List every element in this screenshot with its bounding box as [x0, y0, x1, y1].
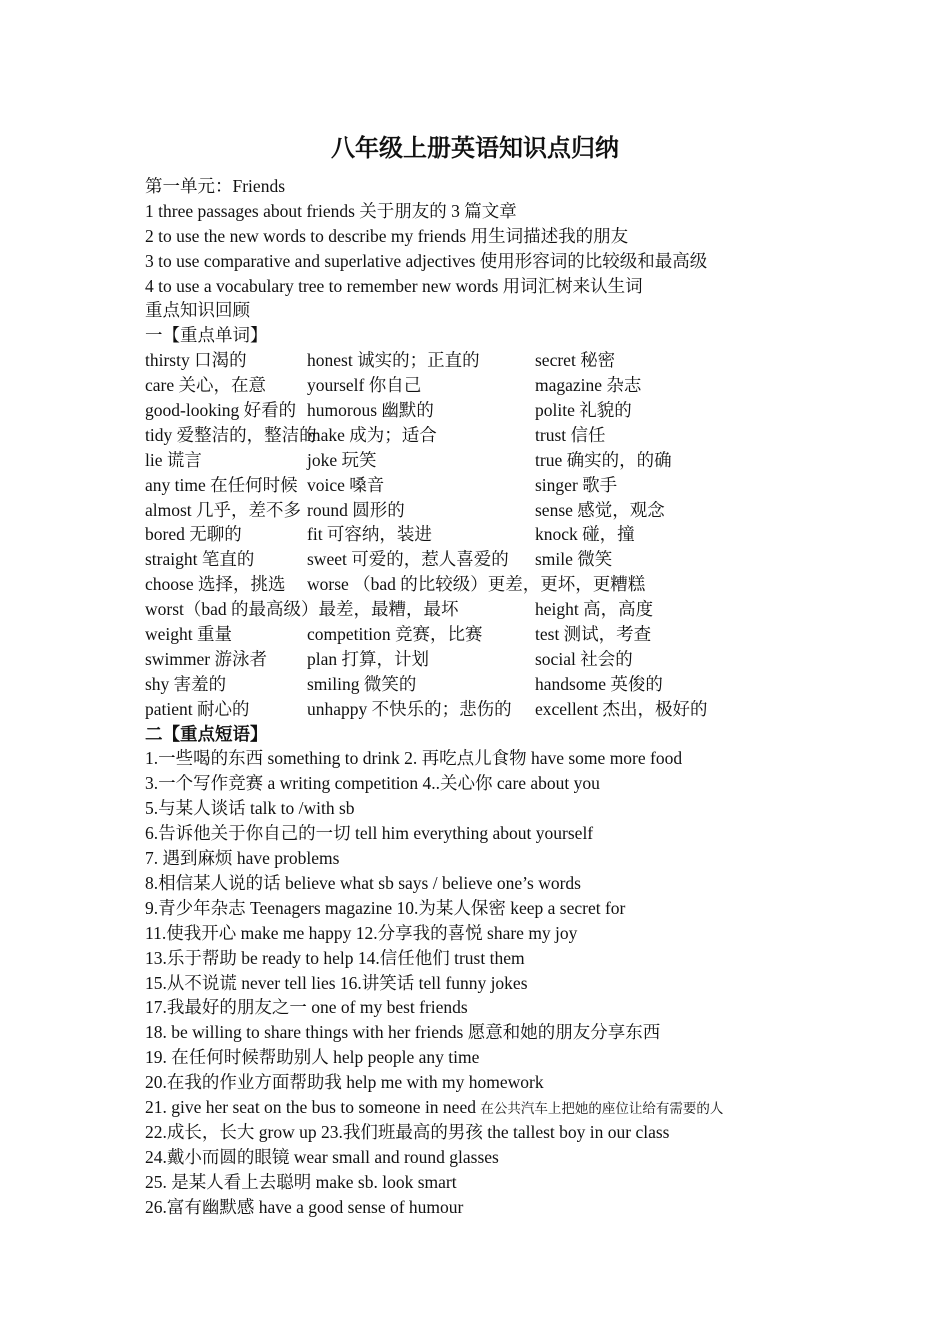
vocab-entry: worst（bad 的最高级）最差，最糟，最坏	[145, 599, 459, 620]
vocab-entry: worse （bad 的比较级）更差，更坏，更糟糕	[307, 574, 646, 595]
phrase-line: 25. 是某人看上去聪明 make sb. look smart	[145, 1171, 457, 1192]
vocab-entry: knock 碰，撞	[535, 524, 635, 545]
vocab-entry: swimmer 游泳者	[145, 648, 268, 669]
vocab-entry: smiling 微笑的	[307, 673, 417, 694]
phrase-line: 7. 遇到麻烦 have problems	[145, 848, 340, 869]
vocab-row	[145, 522, 925, 547]
vocab-row	[145, 473, 925, 498]
vocab-entry: make 成为；适合	[307, 424, 437, 445]
vocab-entry: social 社会的	[535, 648, 633, 669]
goal-line: 2 to use the new words to describe my friends 用生词描述我的朋友	[145, 225, 629, 246]
vocab-entry: fit 可容纳，装进	[307, 524, 432, 545]
vocab-entry: tidy 爱整洁的，整洁的	[145, 424, 317, 445]
phrase-line: 15.从不说谎 never tell lies 16.讲笑话 tell funny jokes	[145, 972, 528, 993]
phrase-21-translation: 在公共汽车上把她的座位让给有需要的人	[480, 1100, 724, 1116]
review-heading: 重点知识回顾	[145, 300, 250, 321]
vocab-heading: 一【重点单词】	[145, 325, 268, 346]
phrase-line: 5.与某人谈话 talk to /with sb	[145, 798, 355, 819]
vocab-row	[145, 398, 925, 423]
phrase-line: 3.一个写作竞赛 a writing competition 4..关心你 care about you	[145, 773, 600, 794]
phrase-line: 13.乐于帮助 be ready to help 14.信任他们 trust them	[145, 947, 525, 968]
vocab-entry: straight 笔直的	[145, 549, 255, 570]
vocab-entry: choose 选择，挑选	[145, 574, 286, 595]
vocab-entry: singer 歌手	[535, 474, 618, 495]
vocab-entry: care 关心，在意	[145, 375, 267, 396]
vocab-row	[145, 547, 925, 572]
vocab-entry: sweet 可爱的，惹人喜爱的	[307, 549, 509, 570]
vocab-entry: shy 害羞的	[145, 673, 227, 694]
phrase-line-21	[145, 1095, 925, 1120]
phrase-21-text: 21. give her seat on the bus to someone in need	[145, 1096, 481, 1117]
phrase-line: 22.成长，长大 grow up 23.我们班最高的男孩 the tallest boy in our class	[145, 1121, 670, 1142]
vocab-entry: yourself 你自己	[307, 375, 422, 396]
goal-line: 3 to use comparative and superlative adjectives 使用形容词的比较级和最高级	[145, 250, 708, 271]
goal-line: 4 to use a vocabulary tree to remember new words 用词汇树来认生词	[145, 275, 643, 296]
vocab-row	[145, 448, 925, 473]
vocab-entry: competition 竞赛，比赛	[307, 624, 483, 645]
vocab-entry: polite 礼貌的	[535, 400, 632, 421]
vocab-entry: humorous 幽默的	[307, 400, 434, 421]
vocab-row	[145, 697, 925, 722]
vocab-list	[145, 348, 925, 721]
vocab-entry: unhappy 不快乐的；悲伤的	[307, 698, 512, 719]
vocab-entry: weight 重量	[145, 624, 233, 645]
phrase-line: 24.戴小而圆的眼镜 wear small and round glasses	[145, 1146, 499, 1167]
vocab-entry: patient 耐心的	[145, 698, 250, 719]
vocab-entry: good-looking 好看的	[145, 400, 297, 421]
vocab-entry: plan 打算，计划	[307, 648, 430, 669]
vocab-entry: round 圆形的	[307, 499, 405, 520]
phrase-line: 17.我最好的朋友之一 one of my best friends	[145, 997, 468, 1018]
vocab-entry: voice 嗓音	[307, 474, 385, 495]
phrase-heading: 二【重点短语】	[145, 723, 268, 744]
vocab-entry: handsome 英俊的	[535, 673, 663, 694]
vocab-entry: trust 信任	[535, 424, 606, 445]
vocab-entry: magazine 杂志	[535, 375, 642, 396]
phrase-line: 19. 在任何时候帮助别人 help people any time	[145, 1047, 480, 1068]
vocab-entry: true 确实的，的确	[535, 449, 672, 470]
phrase-line: 8.相信某人说的话 believe what sb says / believe one’s words	[145, 872, 581, 893]
vocab-row	[145, 348, 925, 373]
phrase-line: 20.在我的作业方面帮助我 help me with my homework	[145, 1072, 544, 1093]
phrase-line: 11.使我开心 make me happy 12.分享我的喜悦 share my joy	[145, 922, 578, 943]
phrase-line: 18. be willing to share things with her friends 愿意和她的朋友分享东西	[145, 1022, 661, 1043]
unit-heading: 第一单元：Friends	[145, 176, 285, 196]
phrase-line: 26.富有幽默感 have a good sense of humour	[145, 1196, 464, 1217]
vocab-entry: lie 谎言	[145, 449, 202, 470]
vocab-row	[145, 373, 925, 398]
vocab-entry: joke 玩笑	[307, 449, 377, 470]
document-body	[145, 174, 925, 1219]
vocab-row	[145, 622, 925, 647]
vocab-row	[145, 672, 925, 697]
goal-line: 1 three passages about friends 关于朋友的 3 篇文章	[145, 200, 517, 221]
vocab-row	[145, 572, 925, 597]
vocab-entry: thirsty 口渴的	[145, 350, 247, 371]
vocab-entry: test 测试，考查	[535, 624, 652, 645]
document-title: 八年级上册英语知识点归纳	[331, 136, 619, 162]
vocab-entry: almost 几乎，差不多	[145, 499, 302, 520]
phrase-line: 6.告诉他关于你自己的一切 tell him everything about yourself	[145, 823, 594, 844]
vocab-row	[145, 498, 925, 523]
vocab-entry: sense 感觉，观念	[535, 499, 665, 520]
vocab-entry: bored 无聊的	[145, 524, 242, 545]
vocab-entry: secret 秘密	[535, 350, 616, 371]
phrase-line: 9.青少年杂志 Teenagers magazine 10.为某人保密 keep a secret for	[145, 897, 626, 918]
vocab-entry: smile 微笑	[535, 549, 613, 570]
vocab-row	[145, 597, 925, 622]
phrase-line: 1.一些喝的东西 something to drink 2. 再吃点儿食物 have some more food	[145, 748, 683, 769]
vocab-entry: excellent 杰出，极好的	[535, 698, 708, 719]
vocab-row	[145, 423, 925, 448]
vocab-row	[145, 647, 925, 672]
vocab-entry: height 高，高度	[535, 599, 654, 620]
vocab-entry: honest 诚实的；正直的	[307, 350, 480, 371]
vocab-entry: any time 在任何时候	[145, 474, 298, 495]
